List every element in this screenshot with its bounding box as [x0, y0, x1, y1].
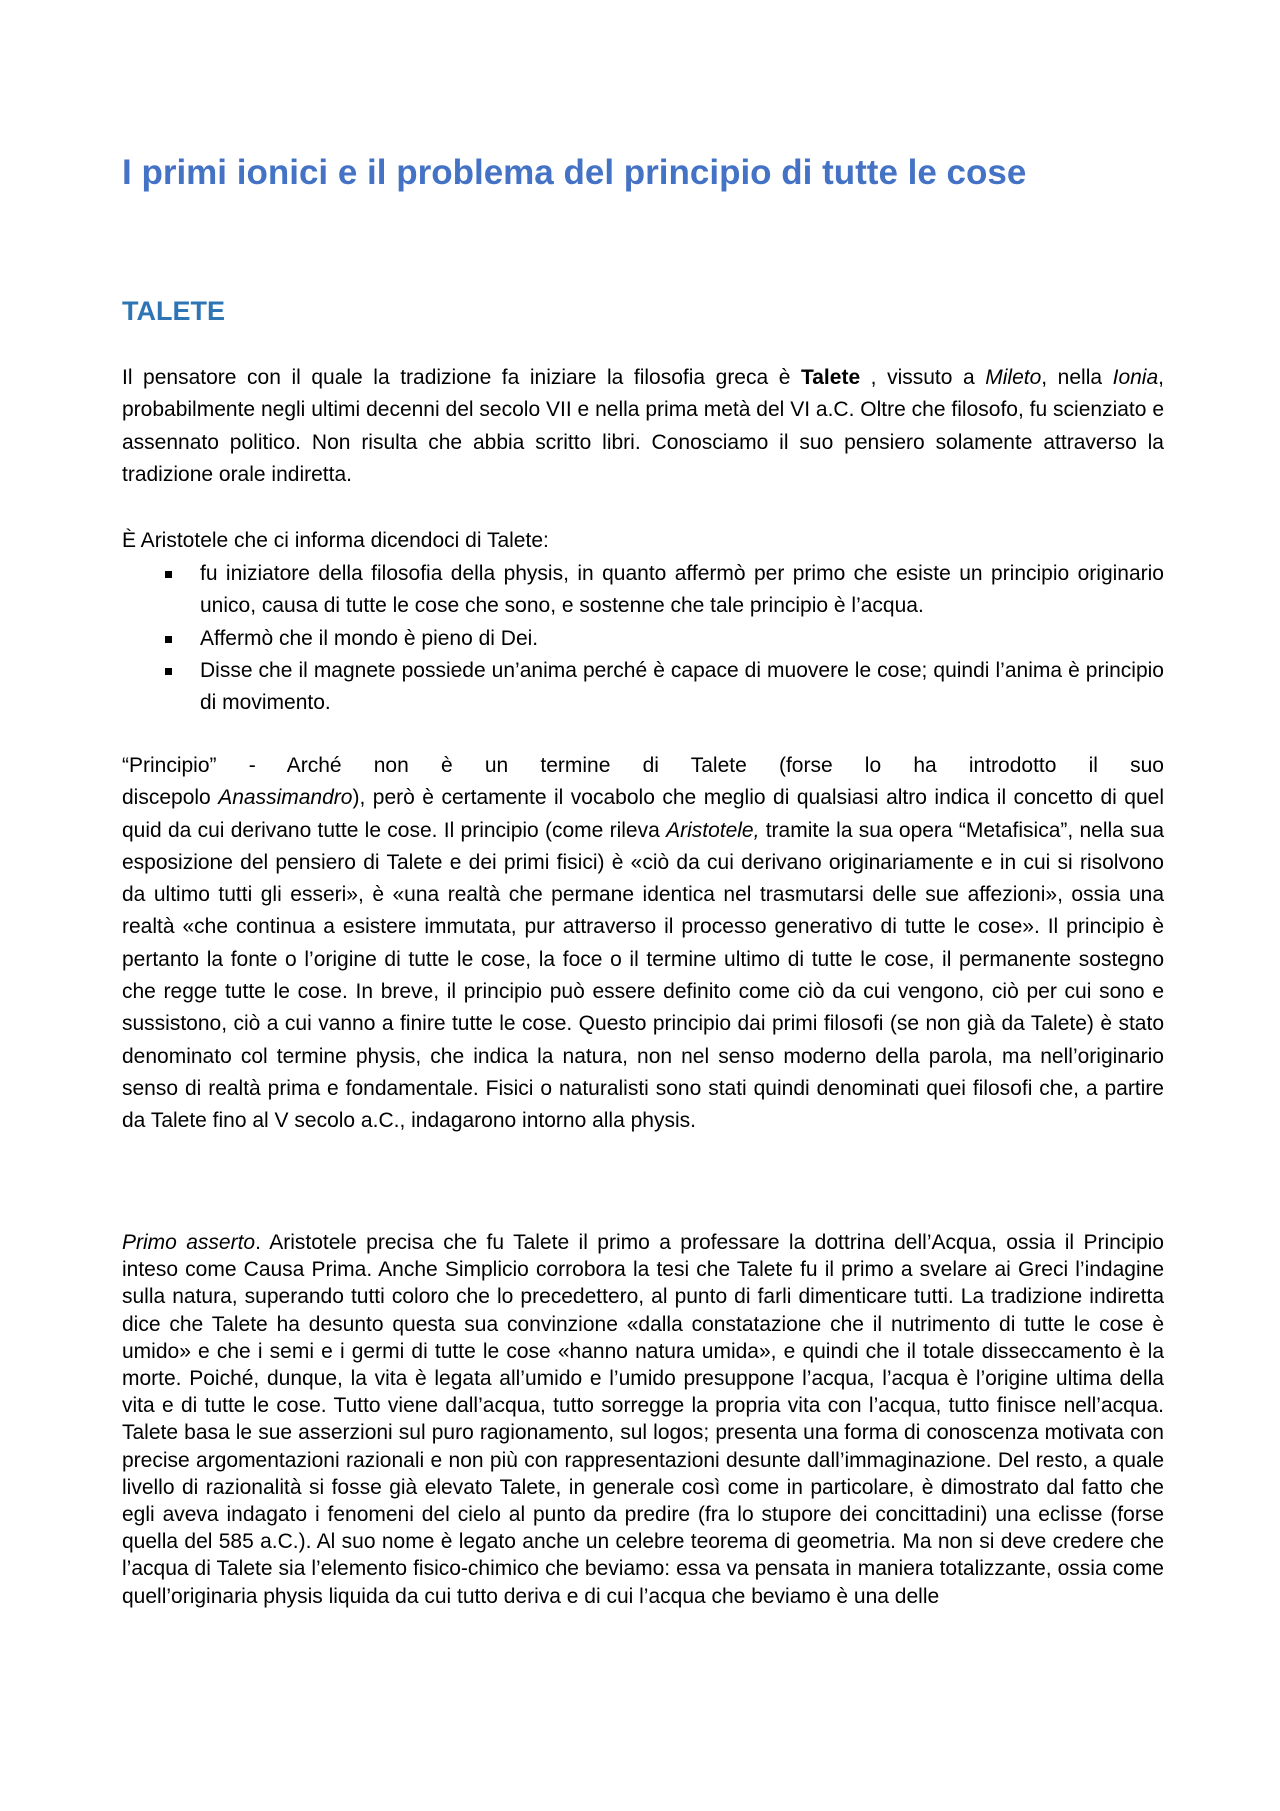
- intro-paragraph: [122, 362, 1164, 491]
- bullet-list: [122, 558, 1164, 719]
- square-bullet-icon: [165, 571, 172, 578]
- intro-italic-ionia: Ionia: [1112, 366, 1159, 389]
- intro-text-3: , nella: [1041, 366, 1113, 389]
- bullet-item-text: fu iniziatore della filosofia della physis, in quanto affermò per primo che esiste un principio originario unico, causa di tutte le cose che sono, e sostenne che tale principio è l’acqua.: [200, 562, 1164, 618]
- principio-italic-aristotele: Aristotele,: [666, 818, 760, 842]
- asserto-text: . Aristotele precisa che fu Talete il primo a professare la dottrina dell’Acqua, ossia il Principio inteso come Causa Prima. Anche Simplicio corrobora la tesi che Talete fu il primo a svelare ai Greci l’indagine sulla natura, superando tutti coloro che lo precedettero, al punto di farli dimenticare tutti. La tradizione indiretta dice che Talete ha desunto questa sua convinzione «dalla constatazione che il nutrimento di tutte le cose è umido» e che i semi e i germi di tutte le cose «hanno natura umida», e quindi che il totale disseccamento è la morte. Poiché, dunque, la vita è legata all’umido e l’umido presuppone l’acqua, l’acqua è l’origine ultima della vita e di tutte le cose. Tutto viene dall’acqua, tutto sorregge la propria vita con l’acqua, tutto finisce nell’acqua. Talete basa le sue asserzioni sul puro ragionamento, sul logos; presenta una forma di conoscenza motivata con precise argomentazioni razionali e non più con rappresentazioni desunte dall’immaginazione. Del resto, a quale livello di razionalità si fosse già elevato Talete, in generale così come in particolare, è dimostrato dal fatto che egli aveva indagato i fenomeni del cielo al punto da predire (fra lo stupore dei concittadini) una eclisse (forse quella del 585 a.C.). Al suo nome è legato anche un celebre teorema di geometria. Ma non si deve credere che l’acqua di Talete sia l’elemento fisico-chimico che beviamo: essa va pensata in maniera totalizzante, ossia come quell’originaria physis liquida da cui tutto deriva e di cui l’acqua che beviamo è una delle: [122, 1231, 1164, 1608]
- bullet-item-text: Affermò che il mondo è pieno di Dei.: [200, 626, 539, 650]
- page-title: I primi ionici e il problema del principio di tutte le cose: [122, 153, 1027, 192]
- bullet-item: [122, 558, 1164, 623]
- principio-italic-anassimandro: Anassimandro: [218, 786, 353, 810]
- bullet-item: [122, 655, 1164, 720]
- bullet-item-text: Disse che il magnete possiede un’anima perché è capace di muovere le cose; quindi l’anima è principio di movimento.: [200, 658, 1164, 715]
- principio-paragraph: [122, 750, 1164, 1138]
- asserto-italic-label: Primo asserto: [122, 1231, 256, 1254]
- intro-bold-talete: Talete: [800, 366, 861, 389]
- principio-text-3: tramite la sua opera “Metafisica”, nella sua esposizione del pensiero di Talete e dei primi fisici) è «ciò da cui derivano originariamente e in cui si risolvono da ultimo tutti gli esseri», è «una realtà che permane identica nel trasmutarsi delle sue affezioni», ossia una realtà «che continua a esistere immutata, pur attraverso il processo generativo di tutte le cose». Il principio è pertanto la fonte o l’origine di tutte le cose, la foce o il termine ultimo di tutte le cose, il permanente sostegno che regge tutte le cose. In breve, il principio può essere definito come ciò da cui vengono, ciò per cui sono e sussistono, ciò a cui vanno a finire tutte le cose. Questo principio dai primi filosofi (se non già da Talete) è stato denominato col termine physis, che indica la natura, non nel senso moderno della parola, ma nell’originario senso di realtà prima e fondamentale. Fisici o naturalisti sono stati quindi denominati quei filosofi che, a partire da Talete fino al V secolo a.C., indagarono intorno alla physis.: [122, 818, 1164, 1133]
- intro-text-1: Il pensatore con il quale la tradizione fa iniziare la filosofia greca è: [122, 366, 801, 389]
- intro-text-2: , vissuto a: [860, 366, 986, 389]
- primo-asserto-paragraph: [122, 1229, 1164, 1610]
- principio-text-1: discepolo: [122, 786, 219, 810]
- intro-italic-mileto: Mileto: [985, 366, 1042, 389]
- list-lead-paragraph: È Aristotele che ci informa dicendoci di Talete:: [122, 529, 549, 552]
- square-bullet-icon: [165, 668, 172, 675]
- intro-text-4: , probabilmente negli ultimi decenni del secolo VII e nella prima metà del VI a.C. Oltre che filosofo, fu scienziato e assennato politico. Non risulta che abbia scritto libri. Conosciamo il suo pensiero solamente attraverso la tradizione orale indiretta.: [122, 366, 1164, 486]
- principio-first-line: “Principio” - Arché non è un termine di Talete (forse lo ha introdotto il suo: [122, 754, 1164, 777]
- bullet-item: [122, 623, 1164, 655]
- section-heading-talete: TALETE: [122, 296, 225, 326]
- square-bullet-icon: [165, 636, 172, 643]
- principio-text-2: ), però è certamente il vocabolo che meglio di qualsiasi altro indica il concetto di quel quid da cui derivano tutte le cose. Il principio (come rileva: [122, 786, 1164, 842]
